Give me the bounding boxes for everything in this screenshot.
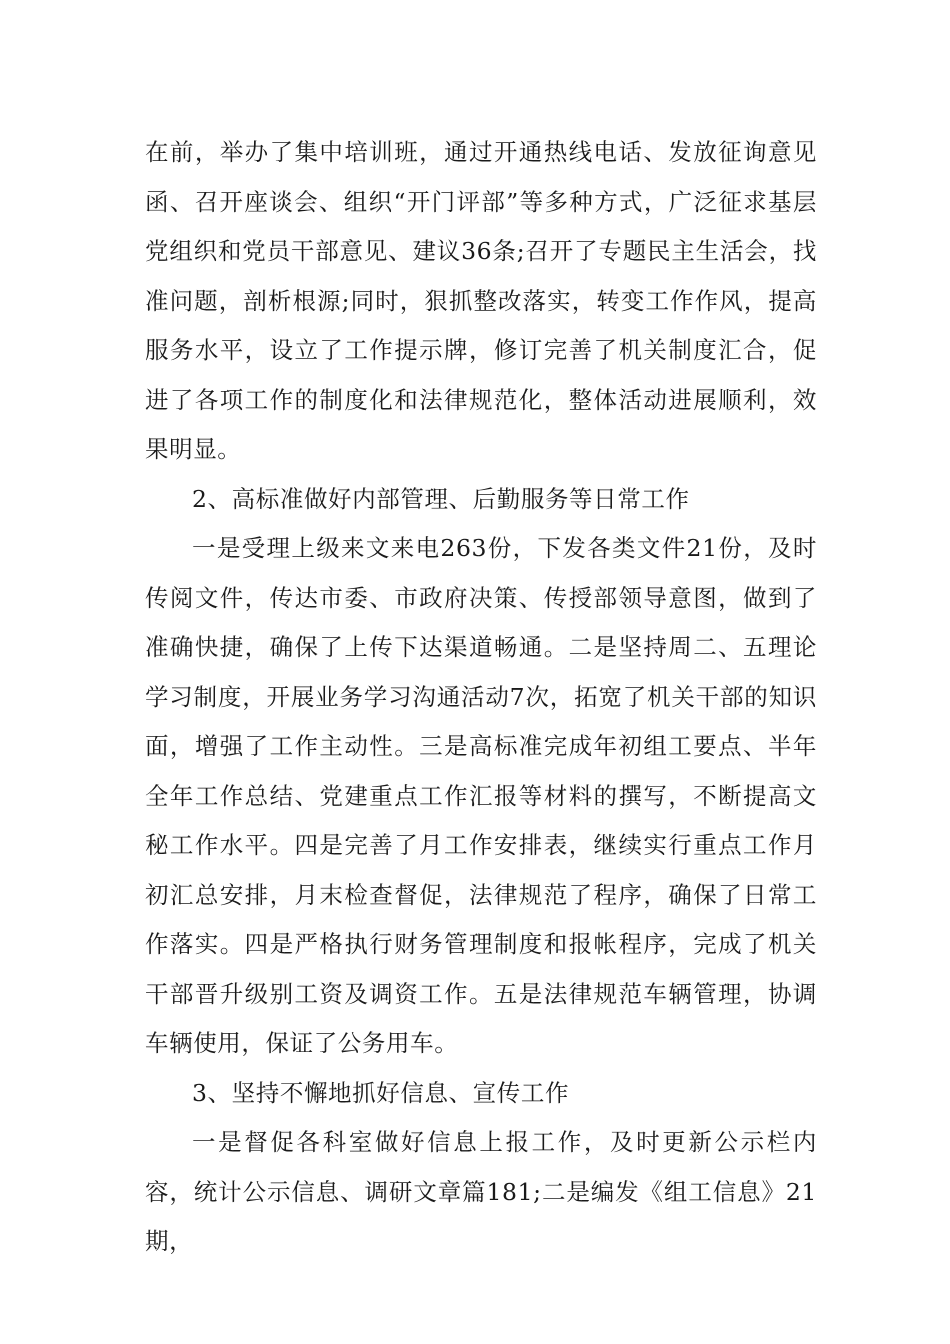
- section-heading-3: 3、坚持不懈地抓好信息、宣传工作: [192, 1078, 570, 1107]
- document-body: [145, 128, 817, 1267]
- section-heading-2: 2、高标准做好内部管理、后勤服务等日常工作: [192, 484, 690, 513]
- paragraph-information: 一是督促各科室做好信息上报工作，及时更新公示栏内容，统计公示信息、调研文章篇181;二是编发《组工信息》21期，: [145, 1128, 817, 1255]
- paragraph-daily-work: 一是受理上级来文来电263份，下发各类文件21份，及时传阅文件，传达市委、市政府决策、传授部领导意图，做到了准确快捷，确保了上传下达渠道畅通。二是坚持周二、五理论学习制度，开展业务学习沟通活动7次，拓宽了机关干部的知识面，增强了工作主动性。三是高标准完成年初组工要点、半年全年工作总结、党建重点工作汇报等材料的撰写，不断提高文秘工作水平。四是完善了月工作安排表，继续实行重点工作月初汇总安排，月末检查督促，法律规范了程序，确保了日常工作落实。四是严格执行财务管理制度和报帐程序，完成了机关干部晋升级别工资及调资工作。五是法律规范车辆管理，协调车辆使用，保证了公务用车。: [145, 534, 817, 1057]
- paragraph-continued: 在前，举办了集中培训班，通过开通热线电话、发放征询意见函、召开座谈会、组织“开门评部”等多种方式，广泛征求基层党组织和党员干部意见、建议36条;召开了专题民主生活会，找准问题，剖析根源;同时，狠抓整改落实，转变工作作风，提高服务水平，设立了工作提示牌，修订完善了机关制度汇合，促进了各项工作的制度化和法律规范化，整体活动进展顺利，效果明显。: [145, 138, 817, 463]
